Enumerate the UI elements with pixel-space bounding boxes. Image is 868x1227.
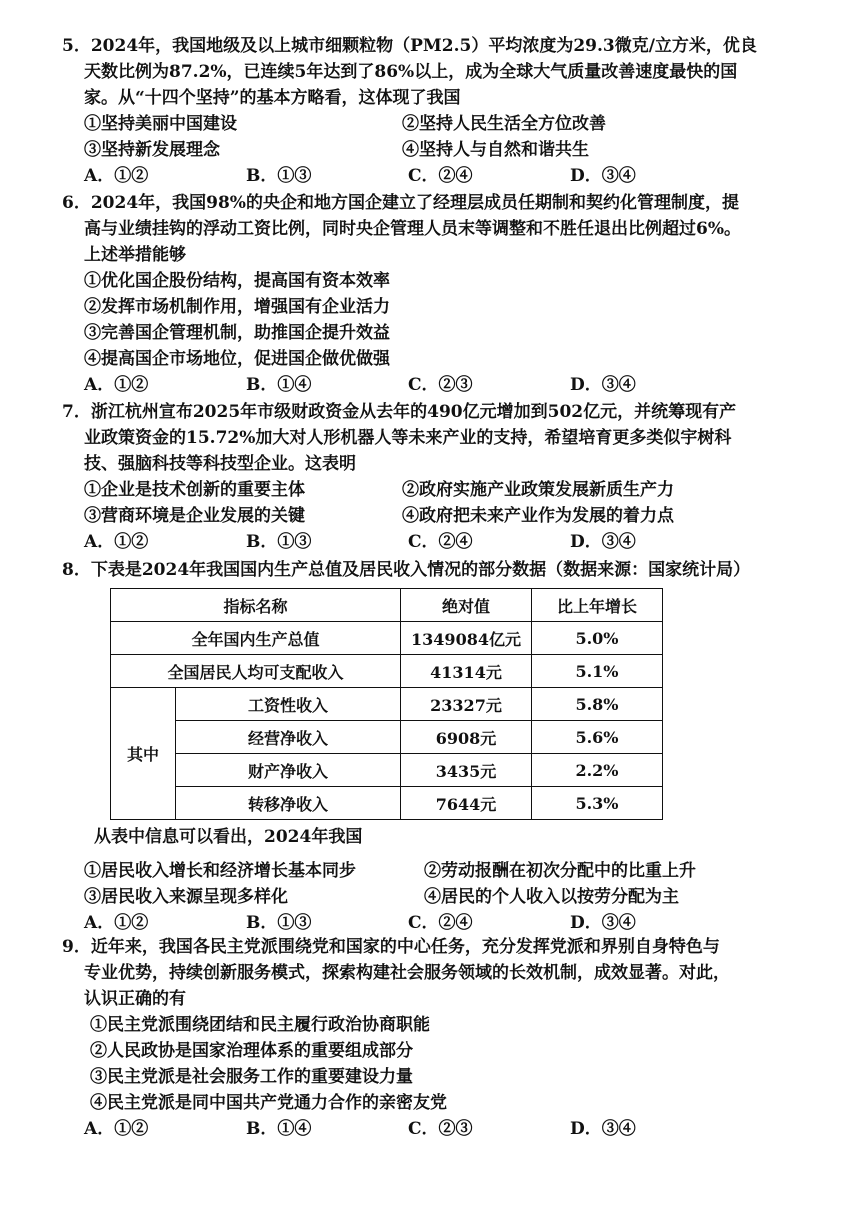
q6-option-2: ②发挥市场机制作用，增强国有企业活力 bbox=[84, 297, 390, 317]
q7-stem-line-1: 7．浙江杭州宣布2025年市级财政资金从去年的490亿元增加到502亿元，并统筹现有产 bbox=[62, 402, 737, 422]
q5-options-row-2 bbox=[62, 137, 822, 163]
question-8 bbox=[62, 557, 822, 583]
sub-row-value: 6908元 bbox=[401, 721, 532, 754]
table-row bbox=[111, 754, 663, 787]
q8-choice-c[interactable]: C．②④ bbox=[408, 913, 473, 933]
header-value: 绝对值 bbox=[401, 589, 532, 622]
q7-choice-b[interactable]: B．①③ bbox=[246, 532, 312, 552]
q8-choice-d[interactable]: D．③④ bbox=[570, 913, 636, 933]
q9-stem-line-2: 专业优势，持续创新服务模式，探索构建社会服务领域的长效机制，成效显著。对此， bbox=[84, 963, 730, 983]
q5-stem-line-2: 天数比例为87.2%，已连续5年达到了86%以上，成为全球大气质量改善速度最快的国 bbox=[84, 62, 738, 82]
sub-row-growth: 2.2% bbox=[532, 754, 663, 787]
q9-option-1: ①民主党派围绕团结和民主履行政治协商职能 bbox=[90, 1015, 430, 1035]
q7-option-2: ②政府实施产业政策发展新质生产力 bbox=[402, 480, 674, 500]
q5-choice-a[interactable]: A．①② bbox=[84, 166, 149, 186]
sub-row-name: 经营净收入 bbox=[176, 721, 401, 754]
q9-choices bbox=[62, 1116, 822, 1143]
header-indicator: 指标名称 bbox=[111, 589, 401, 622]
table-row bbox=[111, 655, 663, 688]
q8-option-4: ④居民的个人收入以按劳分配为主 bbox=[424, 887, 679, 907]
q9-stem-line-3: 认识正确的有 bbox=[84, 989, 186, 1009]
sub-row-growth: 5.8% bbox=[532, 688, 663, 721]
q8-option-3: ③居民收入来源呈现多样化 bbox=[84, 887, 288, 907]
q8-choice-a[interactable]: A．①② bbox=[84, 913, 149, 933]
row-gdp-name: 全年国内生产总值 bbox=[111, 622, 401, 655]
q9-option-3: ③民主党派是社会服务工作的重要建设力量 bbox=[90, 1067, 413, 1087]
q7-choices bbox=[62, 529, 822, 556]
table-row bbox=[111, 787, 663, 820]
q9-option-2: ②人民政协是国家治理体系的重要组成部分 bbox=[90, 1041, 413, 1061]
q6-option-3: ③完善国企管理机制，助推国企提升效益 bbox=[84, 323, 390, 343]
q7-stem-line-3: 技、强脑科技等科技型企业。这表明 bbox=[84, 454, 356, 474]
q8-options-row-2 bbox=[62, 884, 822, 910]
q5-choice-b[interactable]: B．①③ bbox=[246, 166, 312, 186]
q9-choice-b[interactable]: B．①④ bbox=[246, 1119, 312, 1139]
table-row bbox=[111, 721, 663, 754]
q6-stem-line-1: 6．2024年，我国98%的央企和地方国企建立了经理层成员任期制和契约化管理制度，提 bbox=[62, 193, 739, 213]
q9-choice-d[interactable]: D．③④ bbox=[570, 1119, 636, 1139]
row-gdp-value: 1349084亿元 bbox=[401, 622, 532, 655]
q5-choice-c[interactable]: C．②④ bbox=[408, 166, 473, 186]
row-gdp-growth: 5.0% bbox=[532, 622, 663, 655]
question-6 bbox=[62, 190, 822, 399]
q7-options-row-2 bbox=[62, 503, 822, 529]
q8-choice-b[interactable]: B．①③ bbox=[246, 913, 312, 933]
sub-row-name: 工资性收入 bbox=[176, 688, 401, 721]
row-income-growth: 5.1% bbox=[532, 655, 663, 688]
question-9 bbox=[62, 934, 822, 1143]
sub-row-growth: 5.6% bbox=[532, 721, 663, 754]
q5-option-1: ①坚持美丽中国建设 bbox=[84, 114, 237, 134]
sub-row-value: 3435元 bbox=[401, 754, 532, 787]
q6-option-4: ④提高国企市场地位，促进国企做优做强 bbox=[84, 349, 390, 369]
table-row bbox=[111, 688, 663, 721]
q8-stem: 8．下表是2024年我国国内生产总值及居民收入情况的部分数据（数据来源：国家统计局） bbox=[62, 560, 751, 580]
sub-row-name: 转移净收入 bbox=[176, 787, 401, 820]
row-income-value: 41314元 bbox=[401, 655, 532, 688]
q6-option-1: ①优化国企股份结构，提高国有资本效率 bbox=[84, 271, 390, 291]
row-income-name: 全国居民人均可支配收入 bbox=[111, 655, 401, 688]
q5-options-row-1 bbox=[62, 111, 822, 137]
q7-option-3: ③营商环境是企业发展的关键 bbox=[84, 506, 305, 526]
q6-choice-c[interactable]: C．②③ bbox=[408, 375, 473, 395]
sub-row-growth: 5.3% bbox=[532, 787, 663, 820]
q5-choice-d[interactable]: D．③④ bbox=[570, 166, 636, 186]
group-label: 其中 bbox=[111, 688, 176, 820]
q9-stem-line-1: 9．近年来，我国各民主党派围绕党和国家的中心任务，充分发挥党派和界别自身特色与 bbox=[62, 937, 720, 957]
q5-option-3: ③坚持新发展理念 bbox=[84, 140, 220, 160]
question-7 bbox=[62, 399, 822, 556]
q8-lead: 从表中信息可以看出，2024年我国 bbox=[94, 827, 363, 847]
q8-option-2: ②劳动报酬在初次分配中的比重上升 bbox=[424, 861, 696, 881]
table-row bbox=[111, 622, 663, 655]
q8-option-1: ①居民收入增长和经济增长基本同步 bbox=[84, 861, 356, 881]
table-header-row bbox=[111, 589, 663, 622]
question-8-tail bbox=[62, 824, 822, 937]
q8-options-row-1 bbox=[62, 858, 822, 884]
q7-options-row-1 bbox=[62, 477, 822, 503]
q6-stem-line-2: 高与业绩挂钩的浮动工资比例，同时央企管理人员末等调整和不胜任退出比例超过6%。 bbox=[84, 219, 741, 239]
q6-choice-a[interactable]: A．①② bbox=[84, 375, 149, 395]
q6-choice-b[interactable]: B．①④ bbox=[246, 375, 312, 395]
q6-choice-d[interactable]: D．③④ bbox=[570, 375, 636, 395]
q7-option-1: ①企业是技术创新的重要主体 bbox=[84, 480, 305, 500]
income-table bbox=[110, 588, 663, 820]
q7-option-4: ④政府把未来产业作为发展的着力点 bbox=[402, 506, 674, 526]
q5-option-4: ④坚持人与自然和谐共生 bbox=[402, 140, 589, 160]
q5-choices bbox=[62, 163, 822, 190]
sub-row-value: 23327元 bbox=[401, 688, 532, 721]
q7-choice-a[interactable]: A．①② bbox=[84, 532, 149, 552]
question-5 bbox=[62, 33, 822, 190]
q7-choice-d[interactable]: D．③④ bbox=[570, 532, 636, 552]
q9-choice-c[interactable]: C．②③ bbox=[408, 1119, 473, 1139]
q7-stem-line-2: 业政策资金的15.72%加大对人形机器人等未来产业的支持，希望培育更多类似宇树科 bbox=[84, 428, 732, 448]
sub-row-name: 财产净收入 bbox=[176, 754, 401, 787]
q5-stem-line-1: 5．2024年，我国地级及以上城市细颗粒物（PM2.5）平均浓度为29.3微克/立方米，优良 bbox=[62, 36, 757, 56]
q9-option-4: ④民主党派是同中国共产党通力合作的亲密友党 bbox=[90, 1093, 447, 1113]
q6-choices bbox=[62, 372, 822, 399]
q5-stem-line-3: 家。从“十四个坚持”的基本方略看，这体现了我国 bbox=[84, 88, 461, 108]
q9-choice-a[interactable]: A．①② bbox=[84, 1119, 149, 1139]
q5-option-2: ②坚持人民生活全方位改善 bbox=[402, 114, 606, 134]
sub-row-value: 7644元 bbox=[401, 787, 532, 820]
header-growth: 比上年增长 bbox=[532, 589, 663, 622]
q8-choices bbox=[62, 910, 822, 937]
q7-choice-c[interactable]: C．②④ bbox=[408, 532, 473, 552]
q6-stem-line-3: 上述举措能够 bbox=[84, 245, 186, 265]
